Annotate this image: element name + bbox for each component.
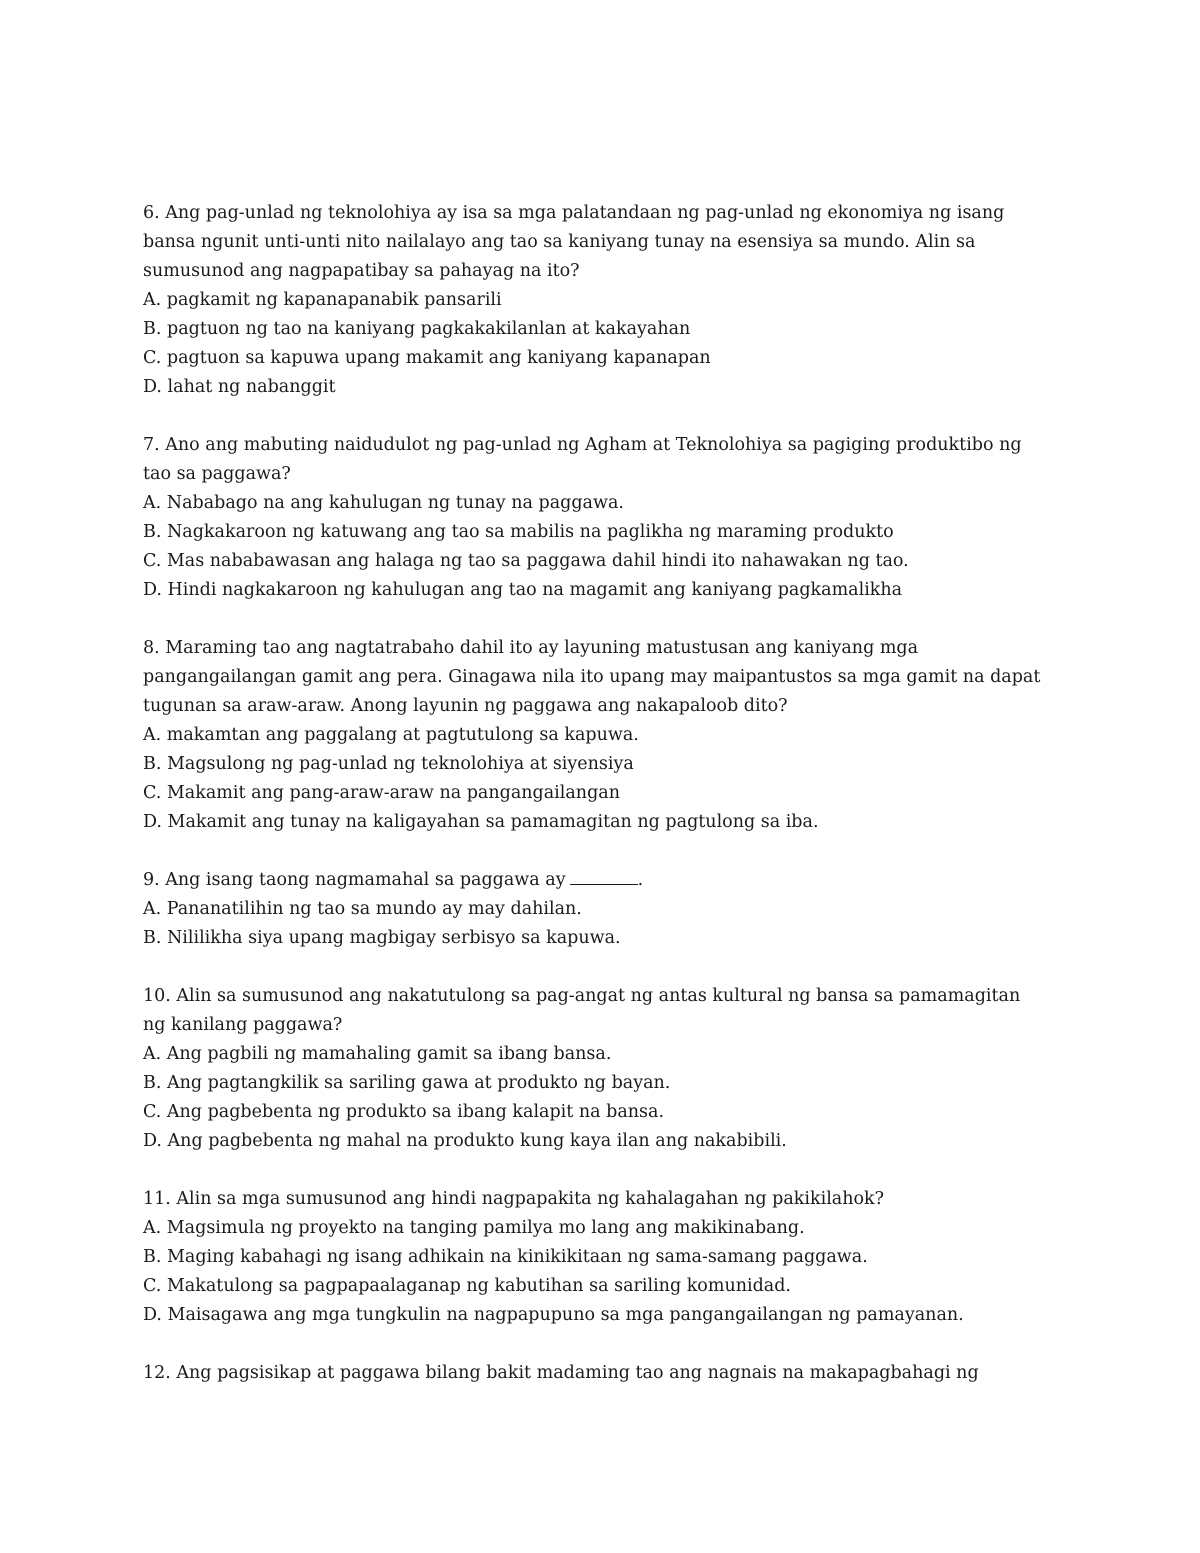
question-6-option-b: B. pagtuon ng tao na kaniyang pagkakakilanlan at kakayahan <box>143 319 691 339</box>
question-9-stem-end: . <box>637 870 644 890</box>
question-8-stem-line-2: pangangailangan gamit ang pera. Ginagawa nila ito upang may maipantustos sa mga gamit na dapat <box>143 667 1041 687</box>
question-8-option-b: B. Magsulong ng pag-unlad ng teknolohiya at siyensiya <box>143 754 634 774</box>
question-7-option-b: B. Nagkakaroon ng katuwang ang tao sa mabilis na paglikha ng maraming produkto <box>143 522 894 542</box>
question-10-option-d: D. Ang pagbebenta ng mahal na produkto kung kaya ilan ang nakabibili. <box>143 1131 787 1151</box>
question-6-option-d: D. lahat ng nabanggit <box>143 377 336 397</box>
question-8-stem-line-1: 8. Maraming tao ang nagtatrabaho dahil ito ay layuning matustusan ang kaniyang mga <box>143 638 919 658</box>
question-10-stem-line-1: 10. Alin sa sumusunod ang nakatutulong sa pag-angat ng antas kultural ng bansa sa pamamagitan <box>143 986 1021 1006</box>
question-9-stem-text: 9. Ang isang taong nagmamahal sa paggawa ay <box>143 870 566 890</box>
question-10-option-a: A. Ang pagbili ng mamahaling gamit sa ibang bansa. <box>143 1044 612 1064</box>
question-6-option-a: A. pagkamit ng kapanapanabik pansarili <box>143 290 502 310</box>
question-8-stem-line-3: tugunan sa araw-araw. Anong layunin ng paggawa ang nakapaloob dito? <box>143 696 788 716</box>
question-11-option-b: B. Maging kabahagi ng isang adhikain na kinikikitaan ng sama-samang paggawa. <box>143 1247 868 1267</box>
question-12-stem-line-1: 12. Ang pagsisikap at paggawa bilang bakit madaming tao ang nagnais na makapagbahagi ng <box>143 1363 979 1383</box>
question-7-option-c: C. Mas nababawasan ang halaga ng tao sa paggawa dahil hindi ito nahawakan ng tao. <box>143 551 909 571</box>
question-11-option-c: C. Makatulong sa pagpapaalaganap ng kabutihan sa sariling komunidad. <box>143 1276 791 1296</box>
question-6-option-c: C. pagtuon sa kapuwa upang makamit ang kaniyang kapanapan <box>143 348 711 368</box>
question-6-stem-line-3: sumusunod ang nagpapatibay sa pahayag na ito? <box>143 261 580 281</box>
question-6-stem-line-1: 6. Ang pag-unlad ng teknolohiya ay isa sa mga palatandaan ng pag-unlad ng ekonomiya ng isang <box>143 203 1005 223</box>
question-7-stem-line-1: 7. Ano ang mabuting naidudulot ng pag-unlad ng Agham at Teknolohiya sa pagiging produktibo ng <box>143 435 1022 455</box>
question-6-stem-line-2: bansa ngunit unti-unti nito nailalayo ang tao sa kaniyang tunay na esensiya sa mundo. Alin sa <box>143 232 976 252</box>
question-9-option-b: B. Nililikha siya upang magbigay serbisyo sa kapuwa. <box>143 928 621 948</box>
question-10-option-b: B. Ang pagtangkilik sa sariling gawa at produkto ng bayan. <box>143 1073 671 1093</box>
question-10-stem-line-2: ng kanilang paggawa? <box>143 1015 343 1035</box>
question-11-option-a: A. Magsimula ng proyekto na tanging pamilya mo lang ang makikinabang. <box>143 1218 805 1238</box>
question-11-option-d: D. Maisagawa ang mga tungkulin na nagpapupuno sa mga pangangailangan ng pamayanan. <box>143 1305 964 1325</box>
question-7-option-d: D. Hindi nagkakaroon ng kahulugan ang tao na magamit ang kaniyang pagkamalikha <box>143 580 903 600</box>
answer-blank <box>570 870 638 885</box>
question-7-option-a: A. Nababago na ang kahulugan ng tunay na paggawa. <box>143 493 624 513</box>
question-8-option-a: A. makamtan ang paggalang at pagtutulong sa kapuwa. <box>143 725 639 745</box>
question-11-stem-line-1: 11. Alin sa mga sumusunod ang hindi nagpapakita ng kahalagahan ng pakikilahok? <box>143 1189 885 1209</box>
question-8-option-c: C. Makamit ang pang-araw-araw na pangangailangan <box>143 783 620 803</box>
question-9-stem <box>143 869 643 891</box>
question-10-option-c: C. Ang pagbebenta ng produkto sa ibang kalapit na bansa. <box>143 1102 665 1122</box>
question-7-stem-line-2: tao sa paggawa? <box>143 464 291 484</box>
question-9-option-a: A. Pananatilihin ng tao sa mundo ay may dahilan. <box>143 899 582 919</box>
question-8-option-d: D. Makamit ang tunay na kaligayahan sa pamamagitan ng pagtulong sa iba. <box>143 812 819 832</box>
